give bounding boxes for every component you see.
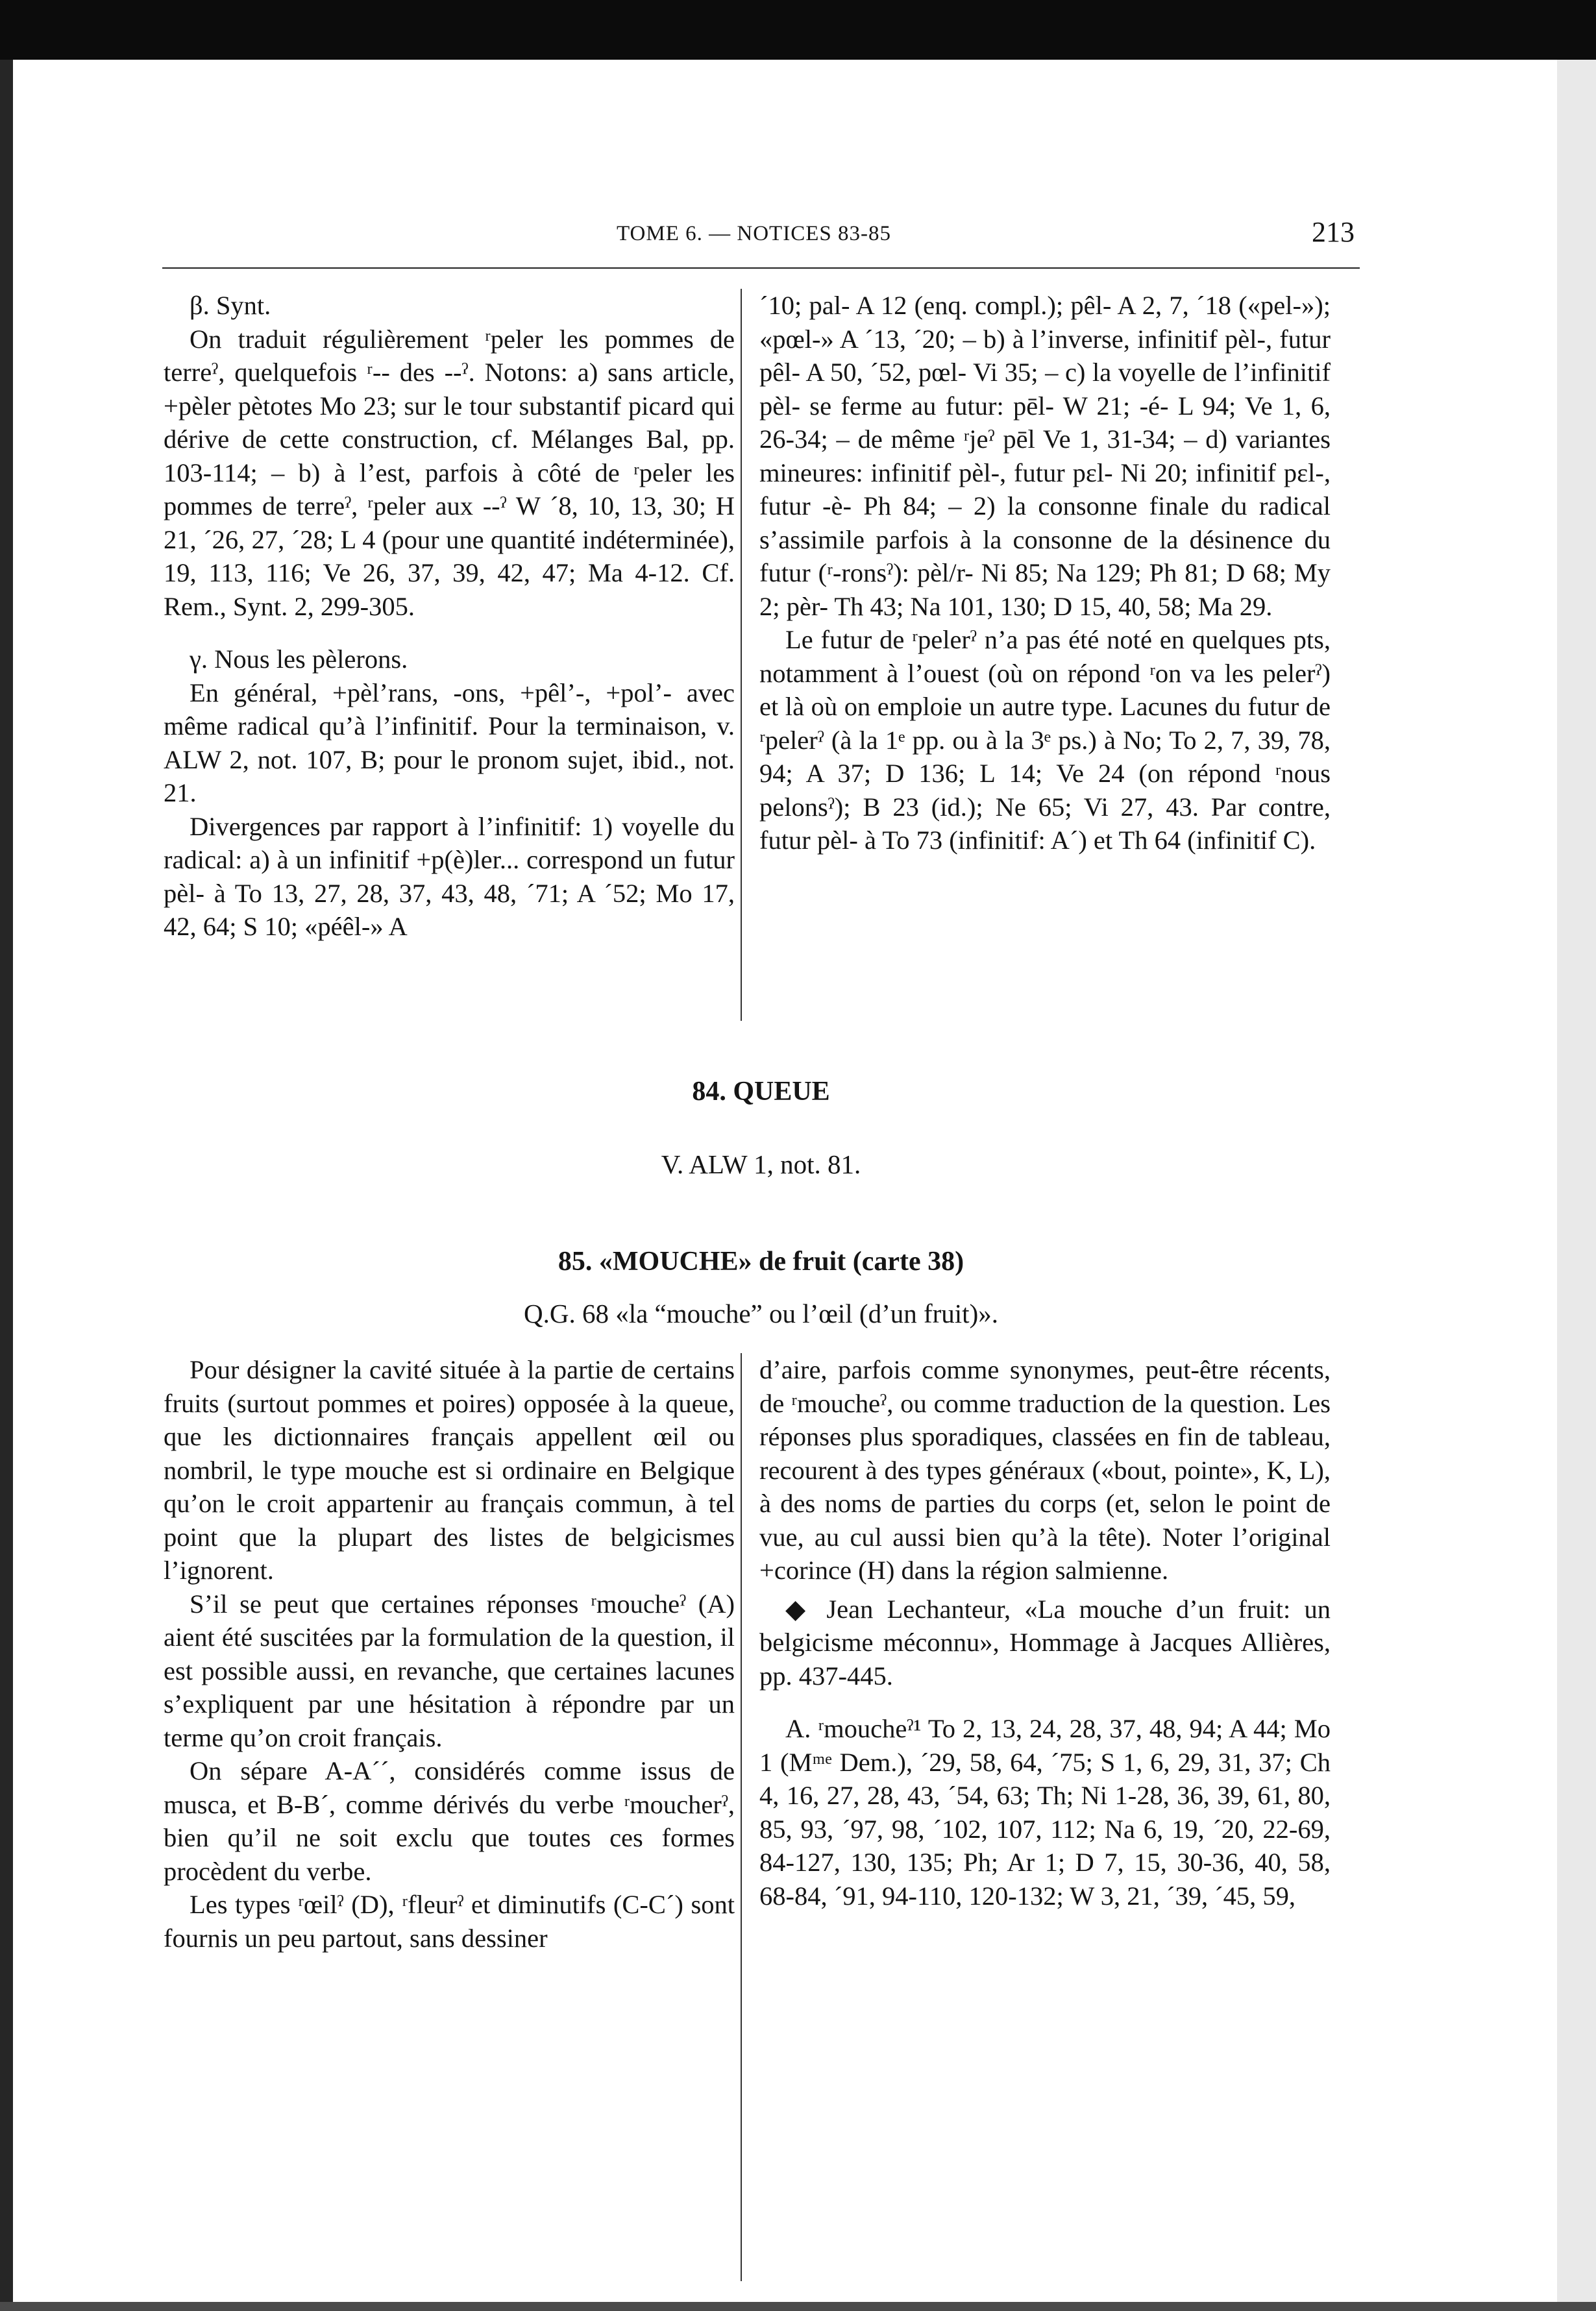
paragraph: En général, +pèl’rans, -ons, +pêl’-, +pol’- avec même radical qu’à l’infinitif. Pour la terminaison, v. ALW 2, not. 107, B; pour le pronom sujet, ibid., not. 21.	[164, 678, 735, 807]
paragraph: On sépare A-A´´, considérés comme issus de musca, et B-B´, comme dérivés du verbe ʳmoucherˀ, bien qu’il ne soit exclu que toutes ces formes procèdent du verbe.	[164, 1756, 735, 1886]
notice-84-reference: V. ALW 1, not. 81.	[661, 1149, 861, 1179]
left-column-bottom	[164, 1353, 735, 2275]
page-header	[162, 215, 1360, 269]
paragraph: Pour désigner la cavité située à la partie de certains fruits (surtout pommes et poires) opposée à la queue, que les dictionnaires français appellent œil ou nombril, le type mouche est si ordinaire en Belgique qu’on le croit appartenir au français commun, à tel point que la plupart des listes de belgicismes l’ignorent.	[164, 1355, 735, 1585]
paragraph: Divergences par rapport à l’infinitif: 1) voyelle du radical: a) à un infinitif +p(è)ler... correspond un futur pèl- à To 13, 27, 28, 37, 43, 48, ´71; A ´52; Mo 17, 42, 64; S 10; «péêl-» A	[164, 811, 735, 941]
scan-bottom-edge	[0, 2302, 1596, 2311]
scan-left-edge	[0, 60, 13, 2311]
notice-85-title: 85. «MOUCHE» de fruit (carte 38)	[558, 1247, 964, 1277]
notice-85-question: Q.G. 68 «la “mouche” ou l’œil (d’un fruit)».	[524, 1299, 998, 1328]
running-head: TOME 6. — NOTICES 83-85	[617, 222, 891, 245]
type-list-entry: A. ʳmoucheˀ¹ To 2, 13, 24, 28, 37, 48, 94; A 44; Mo 1 (Mᵐᵉ Dem.), ´29, 58, 64, ´75; S 1, 6, 29, 31, 37; Ch 4, 16, 27, 28, 43, ´54, 63; Th; Ni 1-28, 36, 39, 61, 80, 85, 93, ´97, 98, ´102, 107, 112; Na 6, 19, ´20, 22-69, 84-127, 130, 135; Ph; Ar 1; D 7, 15, 30-36, 40, 58, 68-84, ´91, 94-110, 120-132; W 3, 21, ´39, ´45, 59,	[759, 1714, 1331, 1911]
scan-top-border	[0, 0, 1596, 60]
section-heading-pelerons: γ. Nous les pèlerons.	[190, 644, 408, 674]
notice-84-title: 84. QUEUE	[692, 1077, 830, 1107]
paragraph: d’aire, parfois comme synonymes, peut-être récents, de ʳmoucheˀ, ou comme traduction de la question. Les réponses plus sporadiques, classées en fin de tableau, recourent à des types généraux («bout, pointe», K, L), à des noms de parties du corps (et, selon le point de vue, au cul aussi bien qu’à la tête). Noter l’original +corince (H) dans la région salmienne.	[759, 1355, 1331, 1585]
bibliography-entry: ◆ Jean Lechanteur, «La mouche d’un fruit: un belgicisme méconnu», Hommage à Jacques Allières, pp. 437-445.	[759, 1594, 1331, 1691]
left-column-top	[164, 289, 735, 1017]
page-number: 213	[1312, 216, 1355, 248]
paragraph: Les types ʳœilˀ (D), ʳfleurˀ et diminutifs (C-C´) sont fournis un peu partout, sans dessiner	[164, 1890, 735, 1953]
scan-right-shadow	[1557, 60, 1596, 2311]
paragraph: ´10; pal- A 12 (enq. compl.); pêl- A 2, 7, ´18 («pel-»); «pœl-» A ´13, ´20; – b) à l’inverse, infinitif pèl-, futur pêl- A 50, ´52, pœl- Vi 35; – c) la voyelle de l’infinitif pèl- se ferme au futur: pēl- W 21; -é- L 94; Ve 1, 6, 26-34; – de même ʳjeˀ pēl Ve 1, 31-34; – d) variantes mineures: infinitif pèl-, futur pɛl- Ni 20; infinitif pɛl-, futur -è- Ph 84; – 2) la consonne finale du radical s’assimile parfois à la consonne de la désinence du futur (ʳ-ronsˀ): pèl/r- Ni 85; Na 129; Ph 81; D 68; My 2; pèr- Th 43; Na 101, 130; D 15, 40, 58; Ma 29.	[759, 291, 1331, 621]
column-rule	[741, 289, 742, 1021]
column-rule	[741, 1353, 742, 2281]
section-heading-synt: β. Synt.	[190, 291, 271, 320]
right-column-top	[759, 289, 1331, 1017]
right-column-bottom	[759, 1353, 1331, 2275]
paragraph: S’il se peut que certaines réponses ʳmoucheˀ (A) aient été suscitées par la formulation de la question, il est possible aussi, en revanche, que certaines lacunes s’expliquent par une hésitation à répondre par un terme qu’on croit français.	[164, 1589, 735, 1752]
paragraph: Le futur de ʳpelerˀ n’a pas été noté en quelques pts, notamment à l’ouest (où on répond ʳon va les pelerˀ) et là où on emploie un autre type. Lacunes du futur de ʳpelerˀ (à la 1ᵉ pp. ou à la 3ᵉ ps.) à No; To 2, 7, 39, 78, 94; A 37; D 136; L 14; Ve 24 (on répond ʳnous pelonsˀ); B 23 (id.); Ne 65; Vi 27, 43. Par contre, futur pèl- à To 73 (infinitif: A´) et Th 64 (infinitif C).	[759, 625, 1331, 855]
paragraph: On traduit régulièrement ʳpeler les pommes de terreˀ, quelquefois ʳ-- des --ˀ. Notons: a) sans article, +pèler pètotes Mo 23; sur le tour substantif picard qui dérive de cette construction, cf. Mélanges Bal, pp. 103-114; – b) à l’est, parfois à côté de ʳpeler les pommes de terreˀ, ʳpeler aux --ˀ W ´8, 10, 13, 30; H 21, ´26, 27, ´28; L 4 (pour une quantité indéterminée), 19, 113, 116; Ve 26, 37, 39, 42, 47; Ma 4-12. Cf. Rem., Synt. 2, 299-305.	[164, 324, 735, 621]
